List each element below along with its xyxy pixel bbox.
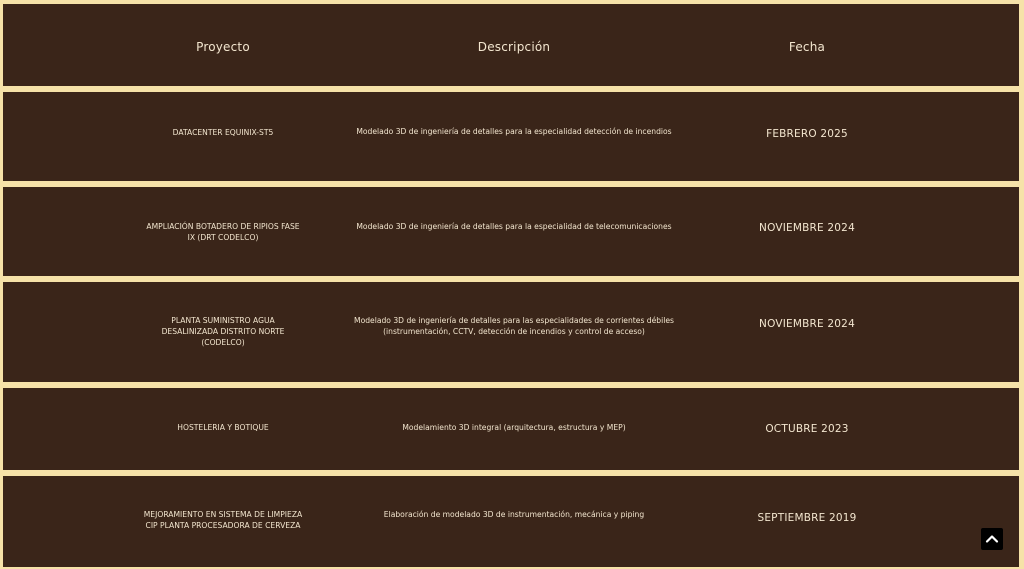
date-cell: NOVIEMBRE 2024	[759, 222, 855, 234]
chevron-up-icon	[981, 528, 1003, 550]
project-cell: PLANTA SUMINISTRO AGUA DESALINIZADA DISTRITO NORTE (CODELCO)	[161, 316, 285, 347]
date-cell: NOVIEMBRE 2024	[759, 318, 855, 330]
table-row	[1, 386, 1021, 472]
header-description: Descripción	[477, 40, 551, 54]
project-cell: HOSTELERIA Y BOTIQUE	[177, 423, 269, 432]
scroll-to-top-button[interactable]	[981, 528, 1003, 550]
header-date: Fecha	[788, 40, 826, 54]
description-cell: Modelado 3D de ingeniería de detalles para la especialidad detección de incendios	[356, 127, 672, 136]
table-row	[1, 280, 1021, 384]
description-cell: Modelado 3D de ingeniería de detalles para la especialidad de telecomunicaciones	[356, 222, 672, 231]
project-cell: MEJORAMIENTO EN SISTEMA DE LIMPIEZA CIP PLANTA PROCESADORA DE CERVEZA	[143, 510, 303, 530]
table-row	[1, 185, 1021, 278]
table-header	[1, 2, 1021, 88]
table-row	[1, 474, 1021, 569]
date-cell: FEBRERO 2025	[766, 128, 848, 140]
description-cell: Modelamiento 3D integral (arquitectura, estructura y MEP)	[402, 423, 626, 432]
project-cell: DATACENTER EQUINIX-ST5	[172, 128, 274, 137]
date-cell: OCTUBRE 2023	[765, 423, 849, 435]
table-row	[1, 90, 1021, 183]
description-cell: Modelado 3D de ingeniería de detalles para las especialidades de corrientes débiles (instrumentación, CCTV, detección de incendios y control de acceso)	[354, 316, 674, 336]
description-cell: Elaboración de modelado 3D de instrumentación, mecánica y piping	[383, 510, 645, 519]
header-project: Proyecto	[196, 40, 250, 54]
date-cell: SEPTIEMBRE 2019	[757, 512, 857, 524]
project-cell: AMPLIACIÓN BOTADERO DE RIPIOS FASE IX (DRT CODELCO)	[146, 222, 300, 242]
